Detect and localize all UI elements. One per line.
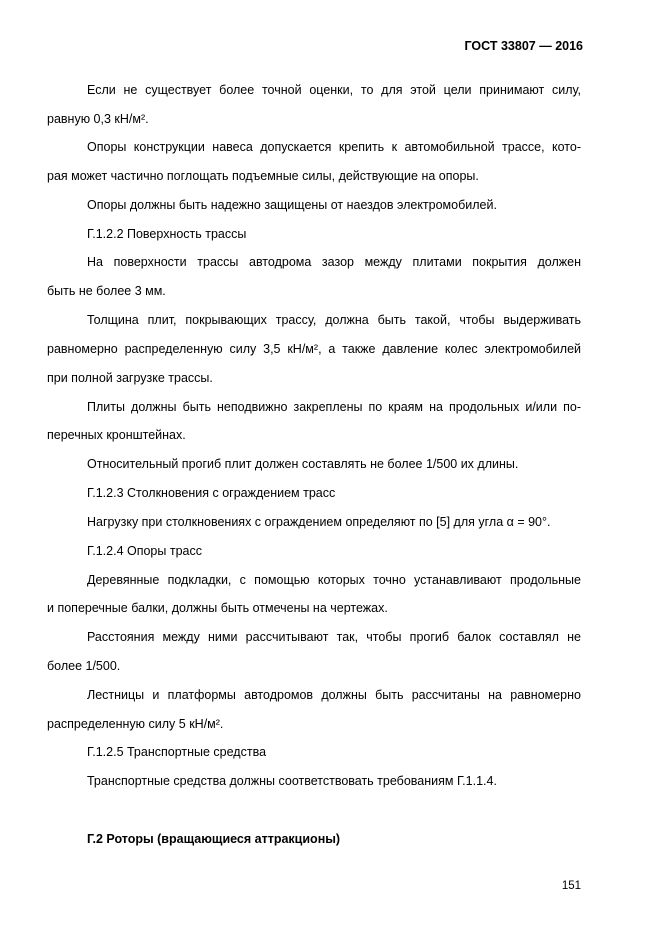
document-header: ГОСТ 33807 — 2016	[464, 39, 583, 53]
page-number: 151	[561, 880, 581, 892]
paragraph-line: и поперечные балки, должны быть отмечены на чертежах.	[47, 601, 388, 615]
subsection-heading: Г.1.2.2 Поверхность трассы	[87, 227, 247, 241]
paragraph-line: перечных кронштейнах.	[47, 428, 186, 442]
paragraph-line: Опоры конструкции навеса допускается крепить к автомобильной трассе, кото-	[87, 140, 581, 154]
paragraph-line: Плиты должны быть неподвижно закреплены по краям на продольных и/или по-	[87, 400, 581, 414]
paragraph-line: распределенную силу 5 кН/м².	[47, 717, 224, 731]
paragraph-line: Опоры должны быть надежно защищены от наездов электромобилей.	[87, 198, 497, 212]
paragraph-line: более 1/500.	[47, 659, 121, 673]
paragraph-line: равную 0,3 кН/м².	[47, 112, 149, 126]
paragraph-line: Нагрузку при столкновениях с ограждением определяют по [5] для угла α = 90°.	[87, 515, 551, 529]
paragraph-line: Расстояния между ними рассчитывают так, чтобы прогиб балок составлял не	[87, 630, 581, 644]
paragraph-line: Если не существует более точной оценки, то для этой цели принимают силу,	[87, 83, 581, 97]
subsection-heading: Г.1.2.3 Столкновения с ограждением трасс	[87, 486, 336, 500]
paragraph-line: Толщина плит, покрывающих трассу, должна быть такой, чтобы выдерживать	[87, 313, 581, 327]
paragraph-line: равномерно распределенную силу 3,5 кН/м², а также давление колес электромобилей	[47, 342, 581, 356]
paragraph-line: при полной загрузке трассы.	[47, 371, 213, 385]
paragraph-line: рая может частично поглощать подъемные силы, действующие на опоры.	[47, 169, 479, 183]
section-heading: Г.2 Роторы (вращающиеся аттракционы)	[87, 832, 341, 846]
subsection-heading: Г.1.2.5 Транспортные средства	[87, 745, 267, 759]
subsection-heading: Г.1.2.4 Опоры трасс	[87, 544, 202, 558]
paragraph-line: Относительный прогиб плит должен составлять не более 1/500 их длины.	[87, 457, 519, 471]
paragraph-line: Лестницы и платформы автодромов должны быть рассчитаны на равномерно	[87, 688, 581, 702]
paragraph-line: Транспортные средства должны соответствовать требованиям Г.1.1.4.	[87, 774, 497, 788]
paragraph-line: Деревянные подкладки, с помощью которых точно устанавливают продольные	[87, 573, 581, 587]
paragraph-line: быть не более 3 мм.	[47, 284, 166, 298]
paragraph-line: На поверхности трассы автодрома зазор между плитами покрытия должен	[87, 255, 581, 269]
